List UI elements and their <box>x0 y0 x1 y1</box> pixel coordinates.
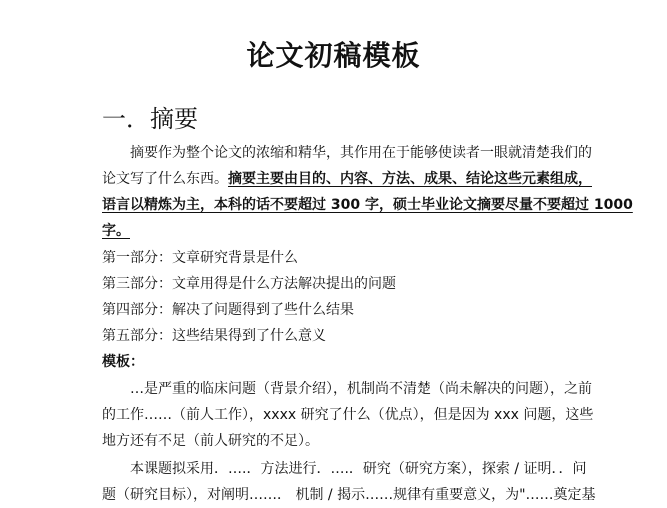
section-heading-abstract: 一．摘要 <box>102 105 198 133</box>
template-para1-line-2: 的工作……（前人工作），xxxx 研究了什么（优点），但是因为 xxx 问题，这些 <box>102 407 594 423</box>
template-para1-line-3: 地方还有不足（前人研究的不足）。 <box>102 433 319 449</box>
template-para2-line-1: 本课题拟采用．….．方法进行．….．研究（研究方案），探索 / 证明．．问 <box>130 461 587 477</box>
document-title: 论文初稿模板 <box>246 39 421 72</box>
template-label: 模板： <box>102 354 144 370</box>
part-item-3: 第三部分：文章用得是什么方法解决提出的问题 <box>102 276 396 292</box>
part-item-5: 第五部分：这些结果得到了什么意义 <box>102 328 326 344</box>
template-para2-line-2: 题（研究目标），对阐明……． 机制 / 揭示……规律有重要意义，为"……奠定基 <box>102 487 596 503</box>
intro-line-2-emphasis: 摘要主要由目的、内容、方法、成果、结论这些元素组成， <box>228 171 592 187</box>
intro-line-1: 摘要作为整个论文的浓缩和精华，其作用在于能够使读者一眼就清楚我们的 <box>130 145 592 161</box>
intro-line-2-plain: 论文写了什么东西。 <box>102 171 228 187</box>
part-item-1: 第一部分：文章研究背景是什么 <box>102 250 298 266</box>
part-item-4: 第四部分：解决了问题得到了些什么结果 <box>102 302 354 318</box>
template-para1-line-1: …是严重的临床问题（背景介绍），机制尚不清楚（尚未解决的问题），之前 <box>130 381 592 397</box>
intro-line-2 <box>102 166 592 192</box>
intro-line-3-emphasis: 语言以精炼为主，本科的话不要超过 300 字，硕士毕业论文摘要尽量不要超过 1000 <box>102 197 633 213</box>
intro-line-4-emphasis: 字。 <box>102 223 130 239</box>
